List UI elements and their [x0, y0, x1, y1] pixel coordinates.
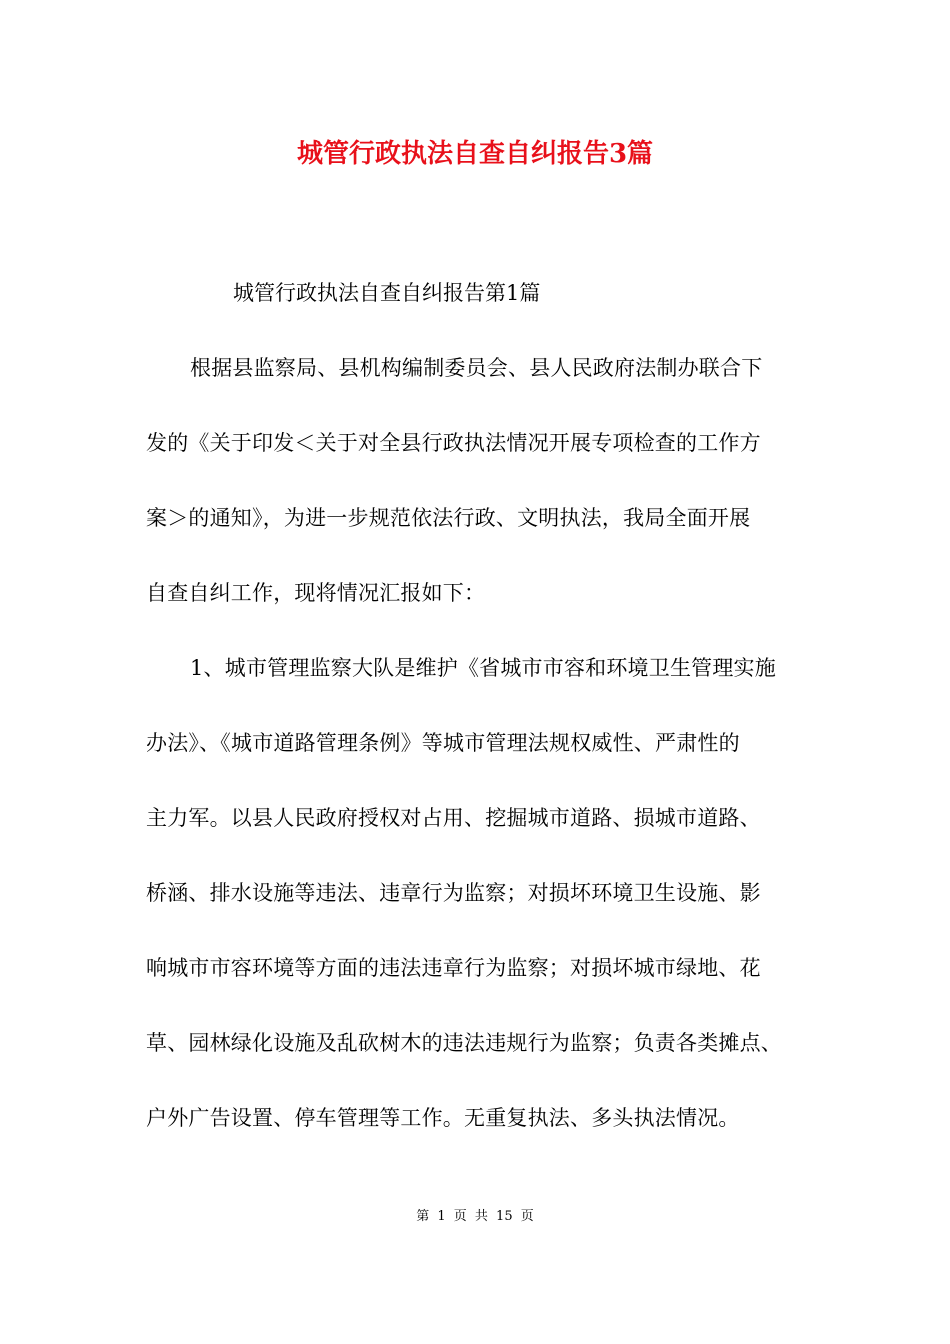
- paragraph-line: 发的《关于印发＜关于对全县行政执法情况开展专项检查的工作方: [146, 431, 761, 455]
- paragraph-line: 根据县监察局、县机构编制委员会、县人民政府法制办联合下: [190, 356, 763, 380]
- paragraph-line: 办法》、《城市道路管理条例》等城市管理法规权威性、严肃性的: [146, 731, 740, 755]
- paragraph-line: 自查自纠工作，现将情况汇报如下：: [146, 581, 486, 605]
- page-number-footer: 第 1 页 共 15 页: [416, 1209, 534, 1224]
- paragraph-line: 草、园林绿化设施及乱砍树木的违法违规行为监察；负责各类摊点、: [146, 1031, 782, 1055]
- paragraph-line: 响城市市容环境等方面的违法违章行为监察；对损坏城市绿地、花: [146, 956, 761, 980]
- paragraph-line: 1、城市管理监察大队是维护《省城市市容和环境卫生管理实施: [190, 656, 776, 680]
- paragraph-line: 案＞的通知》，为进一步规范依法行政、文明执法，我局全面开展: [146, 506, 751, 530]
- paragraph-line: 桥涵、排水设施等违法、违章行为监察；对损坏环境卫生设施、影: [146, 881, 761, 905]
- document-title: 城管行政执法自查自纠报告3篇: [296, 139, 654, 169]
- paragraph-line: 户外广告设置、停车管理等工作。无重复执法、多头执法情况。: [146, 1106, 740, 1130]
- section-heading: 城管行政执法自查自纠报告第1篇: [233, 281, 541, 305]
- paragraph-line: 主力军。以县人民政府授权对占用、挖掘城市道路、损城市道路、: [146, 806, 761, 830]
